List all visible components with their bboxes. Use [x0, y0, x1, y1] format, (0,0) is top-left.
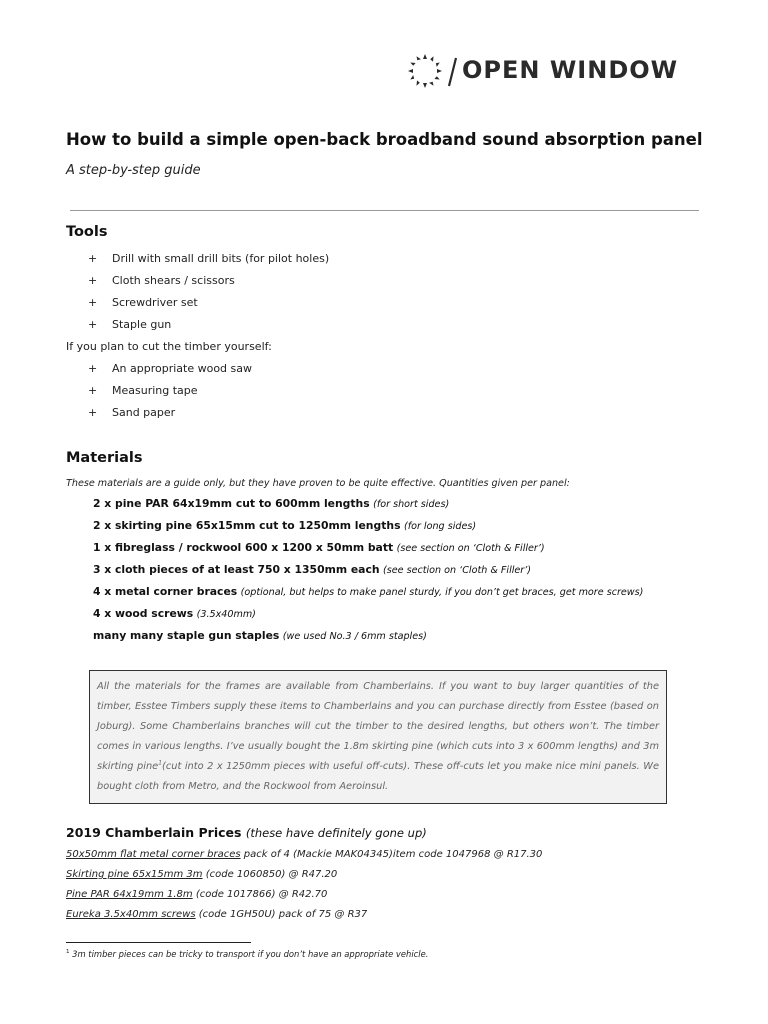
- page-subtitle: A step-by-step guide: [66, 163, 201, 178]
- logo-text: OPEN WINDOW: [462, 56, 679, 84]
- list-item: + Staple gun: [88, 318, 172, 331]
- list-item: 3 x cloth pieces of at least 750 x 1350mm each (see section on ‘Cloth & Filler’): [93, 563, 532, 576]
- tools-heading: Tools: [66, 224, 108, 240]
- list-item: 4 x wood screws (3.5x40mm): [93, 607, 256, 620]
- list-item: + Drill with small drill bits (for pilot holes): [88, 252, 330, 265]
- footnote-reference: 1: [158, 759, 163, 767]
- list-item: Eureka 3.5x40mm screws (code 1GH50U) pack of 75 @ R37: [66, 909, 368, 920]
- sun-window-icon: [406, 50, 458, 90]
- list-item: 1 x fibreglass / rockwool 600 x 1200 x 50mm batt (see section on ‘Cloth & Filler’): [93, 541, 545, 554]
- prices-heading: 2019 Chamberlain Prices (these have definitely gone up): [66, 825, 427, 840]
- section-divider: [70, 210, 699, 211]
- plus-bullet-icon: +: [88, 252, 98, 265]
- timber-tools-list: [88, 362, 252, 428]
- materials-intro: These materials are a guide only, but they have proven to be quite effective. Quantities given per panel:: [66, 478, 570, 489]
- list-item: 4 x metal corner braces (optional, but helps to make panel sturdy, if you don’t get braces, get more screws): [93, 585, 644, 598]
- page-title: How to build a simple open-back broadband sound absorption panel: [66, 130, 703, 149]
- plus-bullet-icon: +: [88, 362, 98, 375]
- list-item: many many staple gun staples (we used No.3 / 6mm staples): [93, 629, 427, 642]
- prices-list: [66, 849, 542, 929]
- list-item: + Cloth shears / scissors: [88, 274, 235, 287]
- list-item: Skirting pine 65x15mm 3m (code 1060850) @ R47.20: [66, 869, 338, 880]
- product-link[interactable]: Pine PAR 64x19mm 1.8m: [66, 889, 193, 900]
- list-item: 2 x skirting pine 65x15mm cut to 1250mm lengths (for long sides): [93, 519, 477, 532]
- list-item: + An appropriate wood saw: [88, 362, 252, 375]
- plus-bullet-icon: +: [88, 384, 98, 397]
- tools-list: [88, 252, 329, 340]
- plus-bullet-icon: +: [88, 274, 98, 287]
- list-item: + Measuring tape: [88, 384, 198, 397]
- materials-heading: Materials: [66, 450, 143, 466]
- materials-list: [93, 497, 643, 651]
- supplier-note-box: All the materials for the frames are available from Chamberlains. If you want to buy larger quantities of the timber, Esstee Timbers supply these items to Chamberlains and you can purchase directly from Esstee (based on Joburg). Some Chamberlains branches will cut the timber to the desired lengths, but others won’t. The timber comes in various lengths. I’ve usually bought the 1.8m skirting pine (which cuts into 3 x 600mm lengths) and 3m skirting pine$^1$(cut into 2 x 1250mm pieces with useful off-cuts). These off-cuts let you make nice mini panels. We bought cloth from Metro, and the Rockwool from Aeroinsul.: [89, 670, 667, 804]
- list-item: 50x50mm flat metal corner braces pack of 4 (Mackie MAK04345)item code 1047968 @ R17.30: [66, 849, 543, 860]
- plus-bullet-icon: +: [88, 318, 98, 331]
- footnote-number: 1: [66, 949, 70, 956]
- open-window-logo: [406, 50, 678, 90]
- product-link[interactable]: Skirting pine 65x15mm 3m: [66, 869, 203, 880]
- footnote: $^1$ 3m timber pieces can be tricky to transport if you don’t have an appropriate vehicle.: [66, 949, 429, 959]
- timber-cutting-intro: If you plan to cut the timber yourself:: [66, 340, 272, 353]
- list-item: Pine PAR 64x19mm 1.8m (code 1017866) @ R42.70: [66, 889, 328, 900]
- list-item: + Sand paper: [88, 406, 176, 419]
- list-item: 2 x pine PAR 64x19mm cut to 600mm lengths (for short sides): [93, 497, 450, 510]
- footnote-divider: [66, 942, 251, 943]
- product-link[interactable]: Eureka 3.5x40mm screws: [66, 909, 196, 920]
- plus-bullet-icon: +: [88, 296, 98, 309]
- plus-bullet-icon: +: [88, 406, 98, 419]
- product-link[interactable]: 50x50mm flat metal corner braces: [66, 849, 241, 860]
- list-item: + Screwdriver set: [88, 296, 198, 309]
